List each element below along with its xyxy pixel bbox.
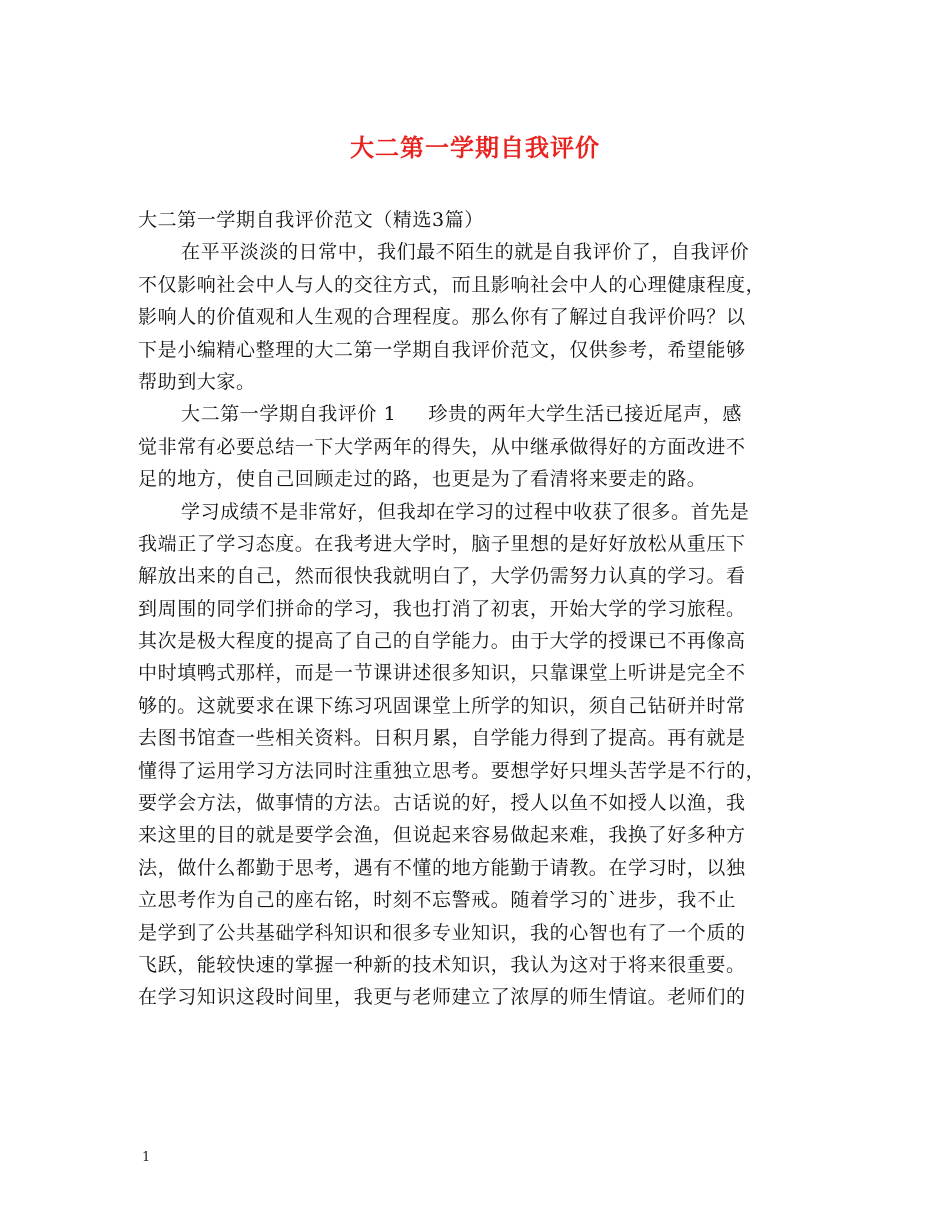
paragraph-line: 影响人的价值观和人生观的合理程度。那么你有了解过自我评价吗？以 xyxy=(138,306,746,329)
section-first-line-text: 珍贵的两年大学生活已接近尾声，感 xyxy=(428,403,742,426)
section-first-line xyxy=(138,398,818,430)
paragraph-line: 来这里的目的就是要学会渔，但说起来容易做起来难，我换了好多种方 xyxy=(138,824,746,847)
section-heading: 大二第一学期自我评价 1 xyxy=(181,403,397,426)
paragraph-line: 不仅影响社会中人与人的交往方式，而且影响社会中人的心理健康程度， xyxy=(138,273,766,296)
paragraph-line: 在平平淡淡的日常中，我们最不陌生的就是自我评价了，自我评价 xyxy=(181,241,750,264)
paragraph-line: 懂得了运用学习方法同时注重独立思考。要想学好只埋头苦学是不行的， xyxy=(138,759,766,782)
paragraph-line: 到周围的同学们拼命的学习，我也打消了初衷，开始大学的学习旅程。 xyxy=(138,597,746,620)
paragraph-line: 是学到了公共基础学科知识和很多专业知识，我的心智也有了一个质的 xyxy=(138,921,746,944)
paragraph-line: 立思考作为自己的座右铭，时刻不忘警戒。随着学习的`进步，我不止 xyxy=(138,889,737,912)
paragraph-line: 飞跃，能较快速的掌握一种新的技术知识，我认为这对于将来很重要。 xyxy=(138,953,746,976)
page-number: 1 xyxy=(142,1150,151,1165)
document-body xyxy=(138,204,818,1014)
paragraph-line: 够的。这就要求在课下练习巩固课堂上所学的知识，须自己钻研并时常 xyxy=(138,694,746,717)
section-1-paragraph xyxy=(138,398,818,495)
paragraph-line: 要学会方法，做事情的方法。古话说的好，授人以鱼不如授人以渔，我 xyxy=(138,792,746,815)
paragraph-line: 法，做什么都勤于思考，遇有不懂的地方能勤于请教。在学习时，以独 xyxy=(138,856,746,879)
document-title: 大二第一学期自我评价 xyxy=(350,133,600,162)
study-paragraph xyxy=(138,496,818,1014)
subtitle-line: 大二第一学期自我评价范文（精选3篇） xyxy=(138,209,484,231)
paragraph-line: 下是小编精心整理的大二第一学期自我评价范文，仅供参考，希望能够 xyxy=(138,338,746,361)
paragraph-line: 中时填鸭式那样，而是一节课讲述很多知识，只靠课堂上听讲是完全不 xyxy=(138,662,746,685)
paragraph-line: 我端正了学习态度。在我考进大学时，脑子里想的是好好放松从重压下 xyxy=(138,532,746,555)
paragraph-line: 学习成绩不是非常好，但我却在学习的过程中收获了很多。首先是 xyxy=(181,500,750,523)
intro-paragraph xyxy=(138,236,818,398)
paragraph-line: 解放出来的自己，然而很快我就明白了，大学仍需努力认真的学习。看 xyxy=(138,565,746,588)
paragraph-line: 去图书馆查一些相关资料。日积月累，自学能力得到了提高。再有就是 xyxy=(138,727,746,750)
paragraph-line: 在学习知识这段时间里，我更与老师建立了浓厚的师生情谊。老师们的 xyxy=(138,986,746,1009)
paragraph-line: 觉非常有必要总结一下大学两年的得失，从中继承做得好的方面改进不 xyxy=(138,435,746,458)
paragraph-line: 其次是极大程度的提高了自己的自学能力。由于大学的授课已不再像高 xyxy=(138,630,746,653)
paragraph-line: 足的地方，使自己回顾走过的路，也更是为了看清将来要走的路。 xyxy=(138,468,707,491)
paragraph-line: 帮助到大家。 xyxy=(138,370,256,393)
